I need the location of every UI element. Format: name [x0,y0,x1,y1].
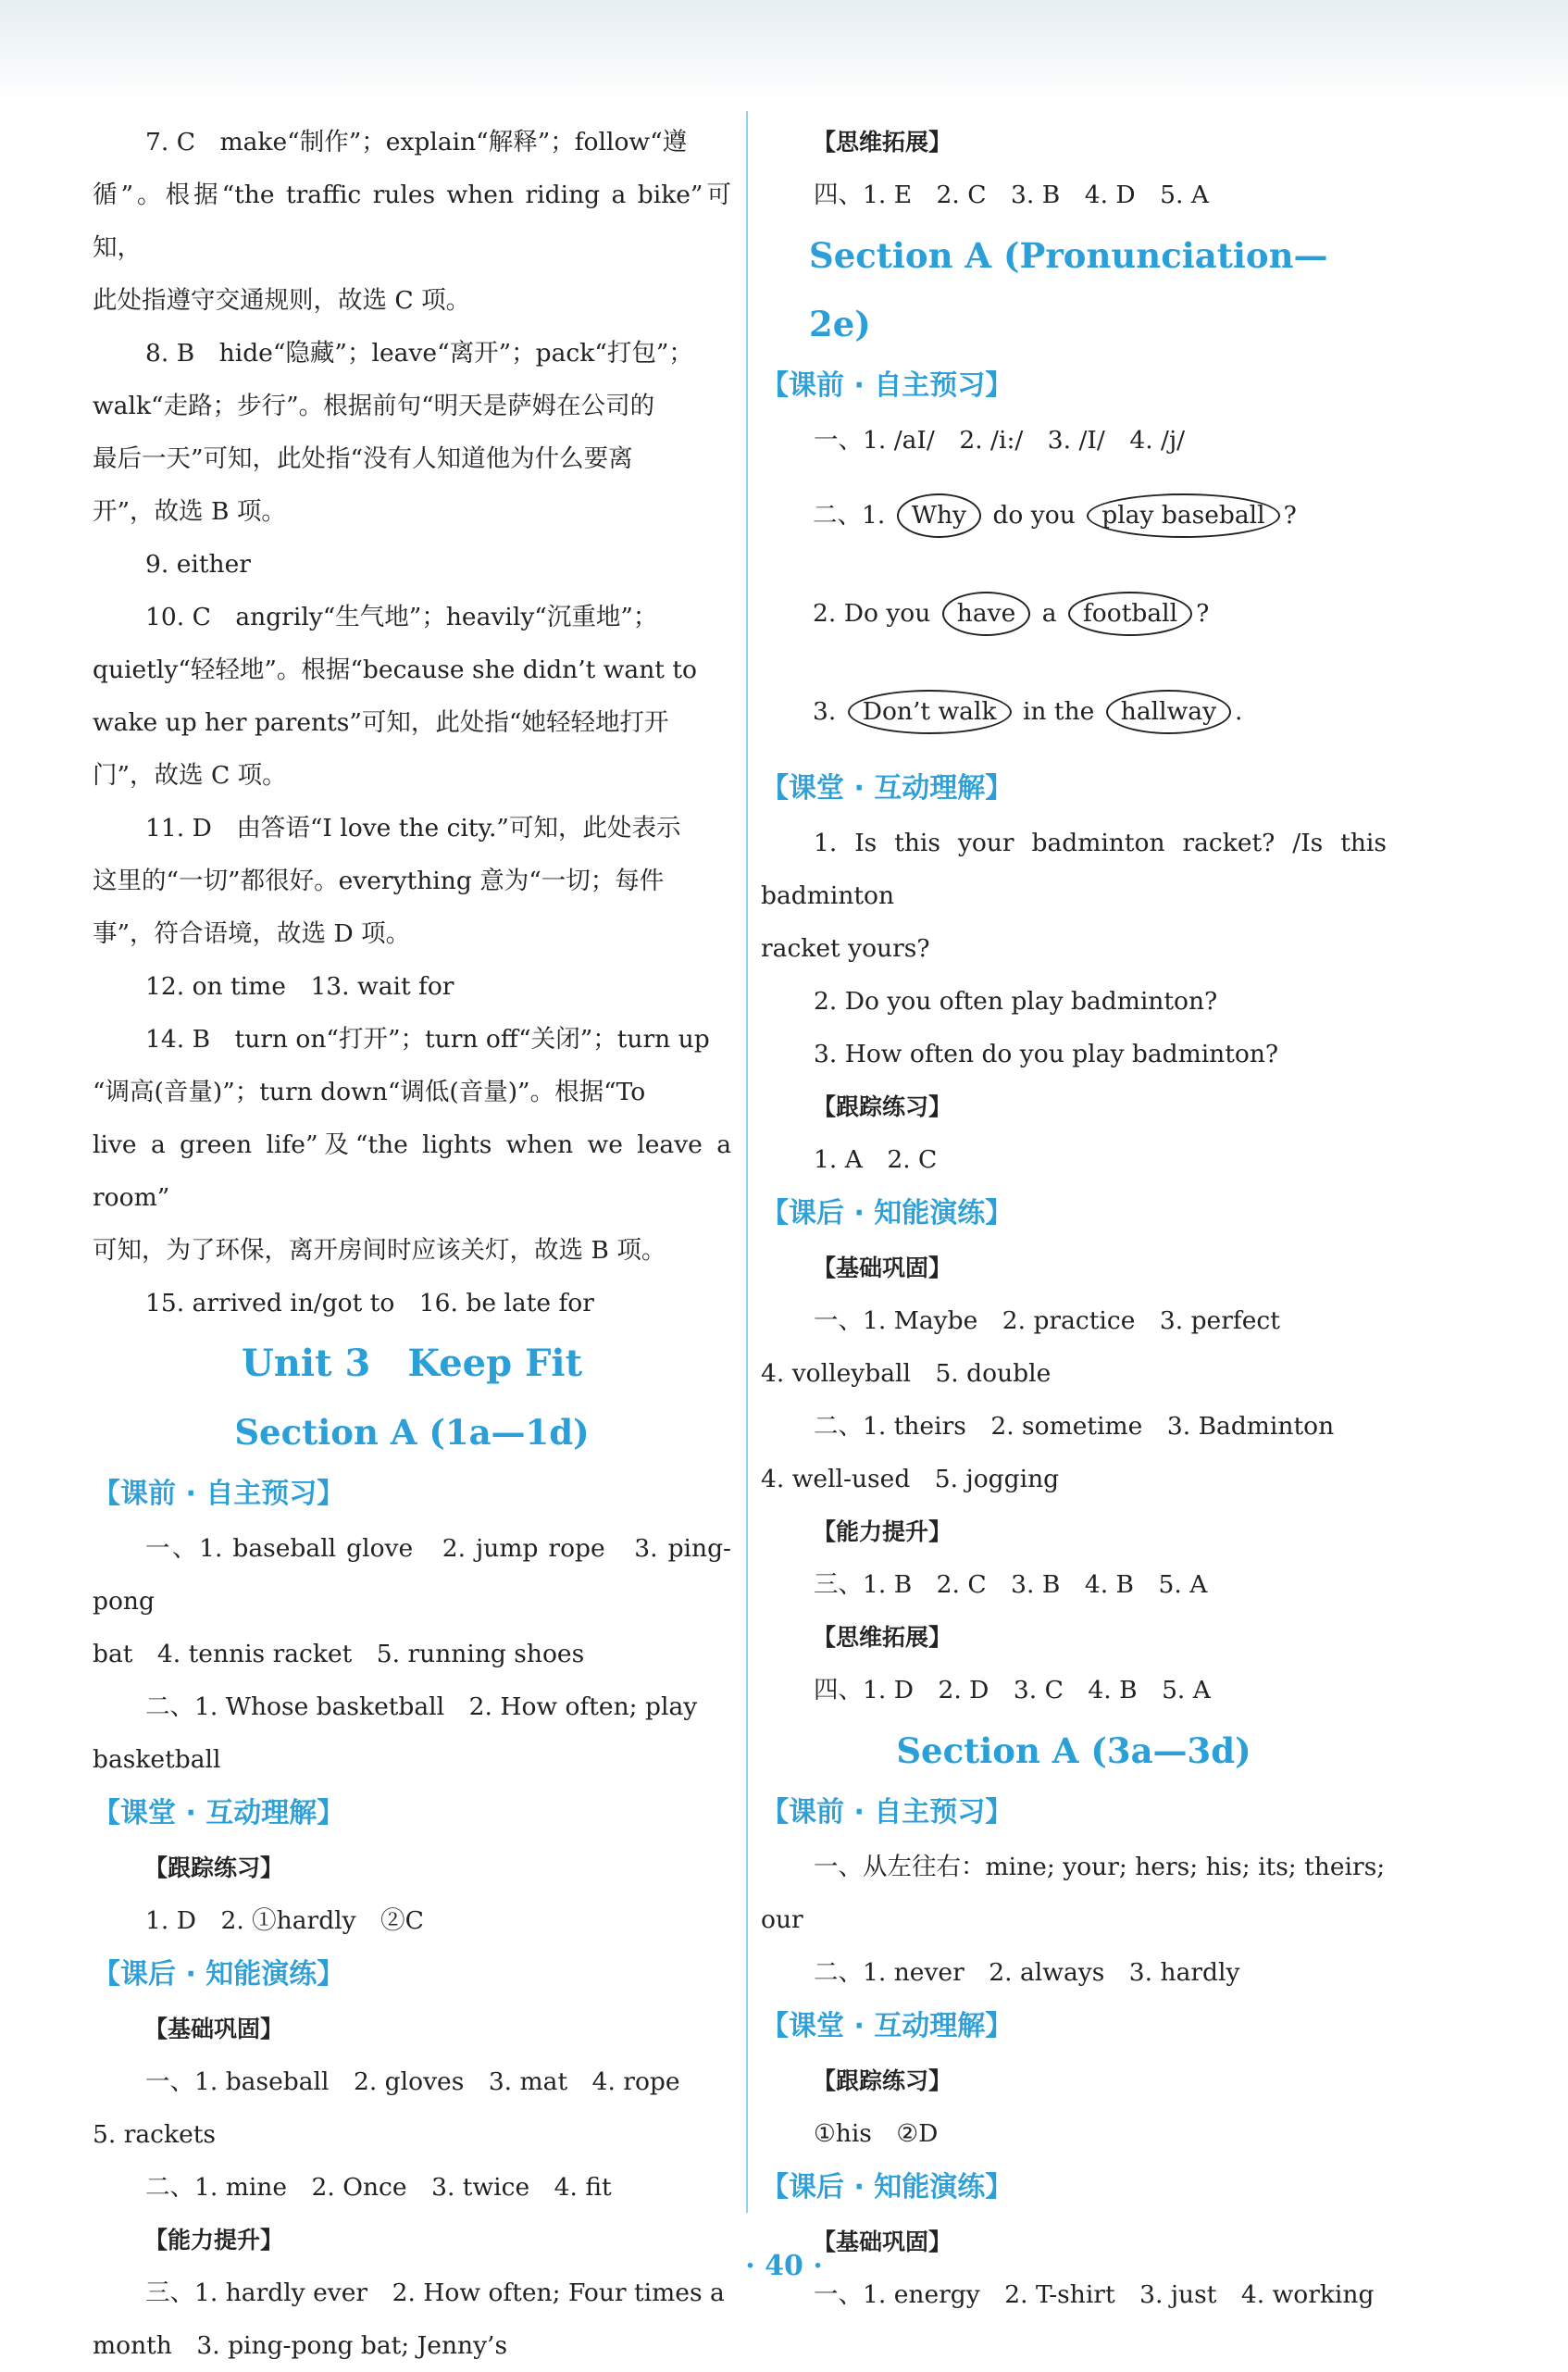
answer-line: 二、1. Whose basketball 2. How often; play [145,1692,698,1721]
answer-line: 一、1. baseball glove 2. jump rope 3. ping-pong [93,1534,731,1616]
answer-line-cont: our [761,1905,803,1934]
answer-line: 1. Is this your badminton racket? /Is this badminton [761,829,1395,910]
section-tag: 【课堂 · 互动理解】 [93,1797,345,1829]
section-tag: 【课前 · 自主预习】 [93,1478,345,1510]
answer-line: 3. How often do you play badminton? [814,1040,1279,1068]
sub-heading: 【能力提升】 [144,2227,284,2253]
answer-line-cont: month 3. ping-pong bat; Jenny’s [93,2331,508,2360]
answer-line: 一、1. /aI/ 2. /i:/ 3. /I/ 4. /j/ [814,426,1186,455]
section-title: Section A (1a—1d) [234,1412,590,1453]
sub-heading: 【基础巩固】 [813,1255,952,1281]
answer-line-cont: 4. well-used 5. jogging [761,1465,1060,1493]
answer-line: 一、从左往右：mine; your; hers; his; its; theirs; [814,1853,1386,1881]
sub-heading: 【跟踪练习】 [813,1093,952,1120]
sub-heading: 【基础巩固】 [813,2228,952,2255]
row-prefix: 2. Do you [813,599,931,628]
left-column [93,116,740,2372]
section-tag: 【课前 · 自主预习】 [761,1796,1014,1829]
answer-line-cont: 循”。根据“the traffic rules when riding a bike”可知， [93,181,731,262]
section-tag: 【课堂 · 互动理解】 [761,2010,1014,2042]
answer-line: ①his ②D [814,2119,939,2148]
answer-line: 一、1. baseball 2. gloves 3. mat 4. rope [145,2067,680,2096]
circled-word: hallway [1106,690,1231,734]
row-end: . [1235,697,1243,726]
row-text: in the [1022,697,1095,726]
answer-line: 9. either [145,550,251,579]
row-text: a [1041,599,1057,628]
answer-line: 2. Do you often play badminton? [814,987,1218,1016]
unit-title: Unit 3 Keep Fit [241,1342,583,1385]
page-header-band [0,0,1568,102]
answer-line-cont: 5. rackets [93,2120,217,2149]
circled-word: play baseball [1087,493,1279,538]
right-column-top [761,116,1387,467]
section-tag: 【课堂 · 互动理解】 [761,772,1014,805]
section-tag: 【课后 · 知能演练】 [761,2171,1014,2203]
answer-line-cont: live a green life”及“the lights when we leave a room” [93,1130,740,1212]
answer-line-cont: walk“走路；步行”。根据前句“明天是萨姆在公司的 [93,392,655,420]
sub-heading: 【能力提升】 [813,1518,952,1545]
answer-line: 三、1. B 2. C 3. B 4. B 5. A [814,1570,1208,1599]
answer-line: 7. C make“制作”；explain“解释”；follow“遵 [145,128,688,156]
answer-line-cont: 最后一天”可知，此处指“没有人知道他为什么要离 [93,444,633,473]
sub-heading: 【跟踪练习】 [813,2067,952,2094]
row-end: ? [1196,599,1210,628]
answer-line: 10. C angrily“生气地”；heavily“沉重地”； [145,603,658,631]
answer-line: 14. B turn on“打开”；turn off“关闭”；turn up [145,1025,710,1054]
section-title: Section A (Pronunciation—2e) [809,235,1328,344]
section-tag: 【课后 · 知能演练】 [761,1197,1014,1230]
answer-line-cont: 这里的“一切”都很好。everything 意为“一切；每件 [93,867,665,895]
circled-word: football [1068,592,1192,636]
answer-line: 1. D 2. ①hardly ②C [145,1906,424,1935]
circled-word: have [942,592,1031,636]
answer-line: 一、1. energy 2. T-shirt 3. just 4. working [814,2280,1375,2309]
answer-line-cont: basketball [93,1745,221,1774]
right-column-bottom [761,761,1395,2321]
answer-line: 12. on time 13. wait for [145,972,454,1001]
column-divider [746,111,748,2213]
answer-line: 一、1. Maybe 2. practice 3. perfect [814,1306,1280,1335]
answer-line: 11. D 由答语“I love the city.”可知，此处表示 [145,814,681,843]
sub-heading: 【思维拓展】 [813,1624,952,1651]
row-end: ? [1283,501,1297,530]
answer-line: 二、1. never 2. always 3. hardly [814,1958,1240,1987]
answer-line-cont: 开”，故选 B 项。 [93,497,286,526]
answer-line-cont: 4. volleyball 5. double [761,1359,1052,1388]
answer-line: 15. arrived in/got to 16. be late for [145,1289,594,1317]
answer-line: 1. A 2. C [814,1145,938,1174]
answer-line-cont: 可知，为了环保，离开房间时应该关灯，故选 B 项。 [93,1236,666,1265]
answer-line: 四、1. D 2. D 3. C 4. B 5. A [814,1676,1211,1704]
sub-heading: 【思维拓展】 [813,129,952,156]
section-tag: 【课前 · 自主预习】 [761,369,1014,402]
answer-line: 8. B hide“隐藏”；leave“离开”；pack“打包”； [145,339,693,368]
right-column [761,116,1395,2321]
sub-heading: 【跟踪练习】 [144,1854,284,1881]
answer-line-cont: wake up her parents”可知，此处指“她轻轻地打开 [93,708,669,737]
row-prefix: 二、1. [813,501,886,530]
circled-answer-row-2 [761,565,1387,663]
answer-line: 二、1. theirs 2. sometime 3. Badminton [814,1412,1335,1441]
section-tag: 【课后 · 知能演练】 [93,1958,345,1991]
sub-heading: 【基础巩固】 [144,2016,284,2042]
answer-line-cont: racket yours? [761,934,930,963]
circled-answer-row-1 [761,467,1387,565]
answer-line: 四、1. E 2. C 3. B 4. D 5. A [814,181,1210,209]
row-text: do you [992,501,1076,530]
answer-line-cont: 事”，符合语境，故选 D 项。 [93,919,411,948]
circled-word: Don’t walk [848,690,1012,734]
section-title: Section A (3a—3d) [896,1730,1251,1771]
circled-answer-row-3 [761,663,1387,761]
answer-line-cont: “调高(音量)”；turn down“调低(音量)”。根据“To [93,1078,646,1106]
page-number: · 40 · [745,2250,823,2282]
answer-line-cont: bat 4. tennis racket 5. running shoes [93,1640,585,1668]
row-prefix: 3. [813,697,837,726]
answer-line-cont: 此处指遵守交通规则，故选 C 项。 [93,286,471,315]
answer-line-cont: 门”，故选 C 项。 [93,761,287,790]
answer-line: 三、1. hardly ever 2. How often; Four times a [145,2278,725,2307]
answer-line: 二、1. mine 2. Once 3. twice 4. fit [145,2173,612,2202]
answer-line-cont: quietly“轻轻地”。根据“because she didn’t want to [93,655,697,684]
circled-word: Why [897,493,981,538]
